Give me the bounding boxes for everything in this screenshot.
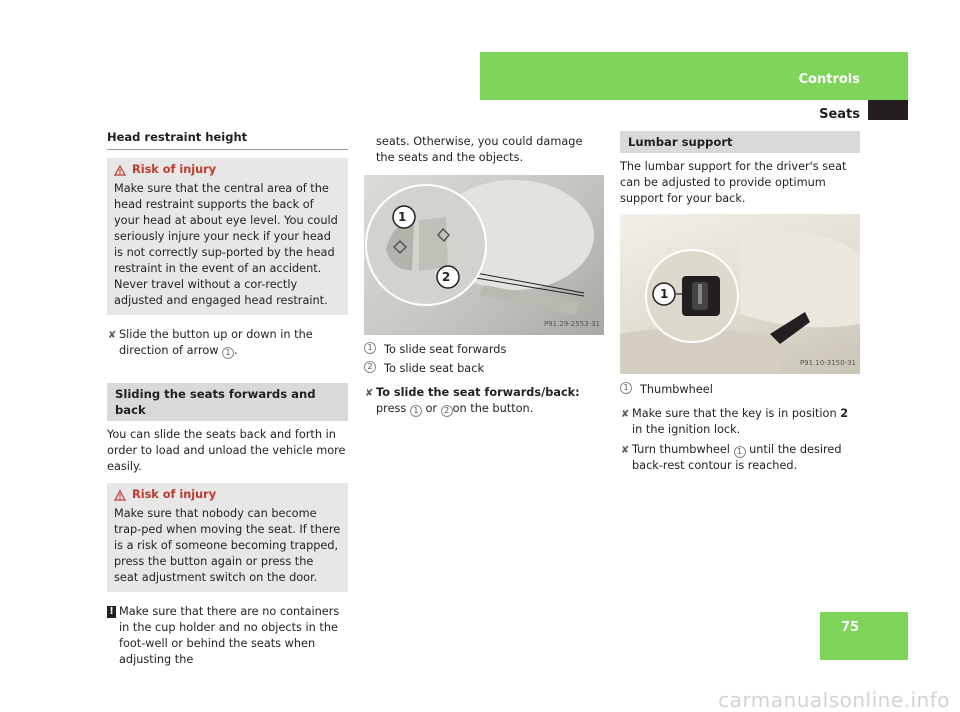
lumbar-illustration [620, 214, 860, 374]
arrow-bullet-icon: ✘ [108, 330, 117, 341]
warning-text: Make sure that the central area of the head restraint supports the back of your head at about eye level. You could seriously injure your neck if your head is not correctly sup-ported by the head restraint in the event of an accident. Never travel without a cor-rectly adjusted and engaged head restraint. [114, 182, 338, 307]
column-2 [364, 134, 604, 417]
lumbar-photo [620, 214, 860, 374]
callout-ref: 1 [410, 405, 422, 417]
step-text: press [376, 402, 407, 415]
callout-number: 1 [398, 210, 407, 224]
arrow-bullet-icon: ✘ [621, 445, 630, 456]
arrow-bullet-icon: ✘ [621, 409, 630, 420]
callout-ref: 1 [734, 446, 746, 458]
section-title-sliding: Sliding the seats forwards and back [107, 383, 348, 421]
callout-number: 2 [442, 270, 451, 284]
section-marker [868, 100, 908, 120]
section-text: The lumbar support for the driver's seat can be adjusted to provide optimum support for your back. [620, 160, 847, 205]
instruction-step [620, 442, 860, 474]
step-title: To slide the seat forwards/back: [376, 386, 580, 399]
section-text: You can slide the seats back and forth in order to load and unload the vehicle more easily. [107, 428, 346, 473]
image-code: P91.29-2553-31 [543, 320, 600, 328]
step-text: Slide the button up or down in the direction of arrow [119, 328, 313, 357]
exclamation-icon: ! [107, 606, 116, 618]
column-1 [107, 129, 348, 668]
step-text: or [421, 402, 441, 415]
legend-text: To slide seat back [384, 362, 484, 375]
column-3 [620, 131, 860, 474]
legend [364, 342, 604, 377]
note [107, 604, 348, 668]
legend-text: To slide seat forwards [384, 343, 507, 356]
instruction-step [364, 385, 604, 417]
legend-ref: 1 [620, 382, 632, 394]
watermark: carmanualsonline.info [718, 688, 950, 712]
step-text: Make sure that the key is in position [632, 407, 841, 420]
seat-buttons-photo [364, 175, 604, 335]
step-text: until the desired back-rest contour is reached. [632, 443, 842, 472]
callout-number: 1 [660, 287, 669, 301]
legend-ref: 1 [364, 342, 376, 354]
key-position: 2 [840, 407, 849, 420]
warning-text: Make sure that nobody can become trap-ped when moving the seat. If there is a risk of someone becoming trapped, press the button again or press the seat adjustment switch on the door. [114, 507, 341, 584]
chapter-label: Controls [798, 72, 860, 87]
legend-ref: 2 [364, 361, 376, 373]
note-text: Make sure that there are no containers in the cup holder and no objects in the foot-well or behind the seats when adjusting the [119, 605, 340, 666]
warning-box-2 [107, 483, 348, 592]
callout-ref: 2 [441, 405, 453, 417]
legend-item [364, 361, 604, 377]
section-label: Seats [819, 107, 860, 122]
arrow-bullet-icon: ✘ [365, 388, 374, 399]
legend-item [620, 382, 860, 398]
warning-title: Risk of injury [132, 163, 217, 176]
page-number: 75 [840, 620, 860, 635]
callout-ref: 1 [222, 347, 234, 359]
warning-box-1 [107, 158, 348, 315]
section-title-lumbar: Lumbar support [620, 131, 860, 153]
image-code: P91.10-3150-31 [799, 359, 856, 367]
step-text: in the ignition lock. [632, 423, 741, 436]
page-number-box [820, 612, 908, 660]
continued-text: seats. Otherwise, you could damage the seats and the objects. [376, 135, 583, 164]
seat-illustration [364, 175, 604, 335]
warning-triangle-icon [114, 490, 126, 501]
instruction-step [620, 406, 860, 438]
heading-head-restraint: Head restraint height [107, 129, 348, 150]
instruction-step [107, 327, 348, 359]
warning-title: Risk of injury [132, 488, 217, 501]
chapter-tab [480, 52, 908, 100]
warning-triangle-icon [114, 165, 126, 176]
legend-text: Thumbwheel [640, 383, 713, 396]
step-end: . [234, 344, 238, 357]
legend-item [364, 342, 604, 358]
step-text: Turn thumbwheel [632, 443, 734, 456]
step-text: on the button. [452, 402, 534, 415]
